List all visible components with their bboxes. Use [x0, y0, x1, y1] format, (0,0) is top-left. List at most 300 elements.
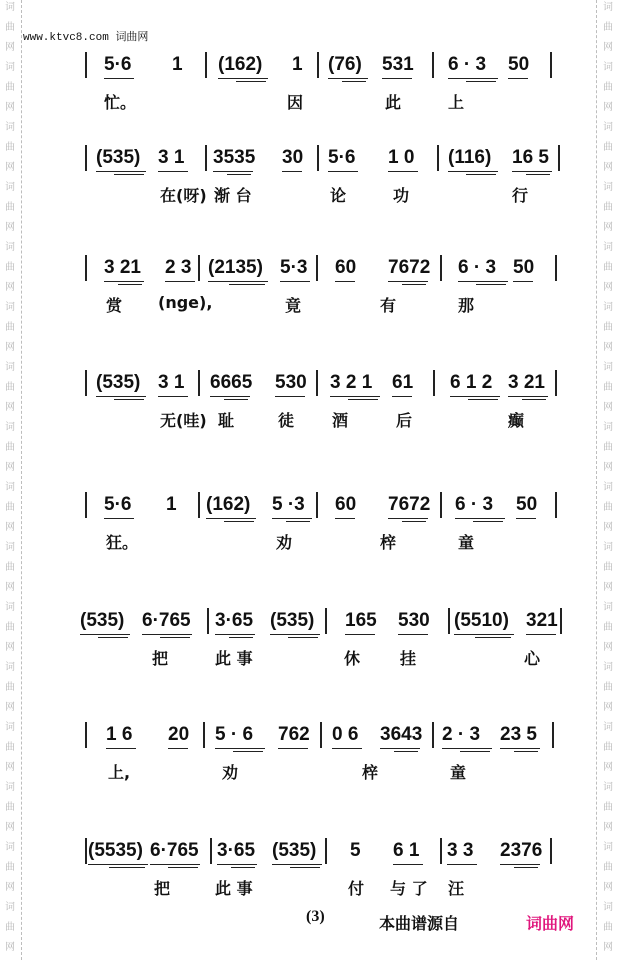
lyric-text: 无(哇)	[160, 411, 207, 430]
beam-line	[96, 396, 146, 397]
note-group: 530	[398, 610, 430, 631]
barline	[440, 838, 442, 864]
barline	[550, 838, 552, 864]
note-group: 5·3	[280, 257, 308, 278]
lyric-text: 梓	[362, 763, 379, 782]
side-watermark-char: 网	[5, 102, 15, 113]
beam-line	[508, 396, 548, 397]
side-watermark-left	[2, 718, 18, 778]
side-watermark-char: 网	[5, 942, 15, 953]
side-watermark-right	[600, 418, 616, 478]
side-watermark-right	[600, 298, 616, 358]
left-margin-dashed-line	[21, 0, 22, 960]
side-watermark-right	[600, 238, 616, 298]
side-watermark-right	[600, 598, 616, 658]
side-watermark-char: 曲	[603, 82, 613, 93]
note-group: 23 5	[500, 724, 537, 745]
side-watermark-char: 词	[5, 902, 15, 913]
beam-line	[402, 521, 426, 522]
beam-line	[330, 396, 380, 397]
note-group: 6 · 3	[448, 54, 487, 75]
side-watermark-char: 网	[5, 762, 15, 773]
barline	[550, 52, 552, 78]
side-watermark-left	[2, 778, 18, 838]
side-watermark-char: 曲	[603, 742, 613, 753]
barline	[560, 608, 562, 634]
beam-line	[394, 751, 418, 752]
lyric-text: 梓	[380, 533, 397, 552]
note-group: 762	[278, 724, 310, 745]
beam-line	[500, 864, 540, 865]
side-watermark-char: 词	[603, 122, 613, 133]
side-watermark-right	[600, 658, 616, 718]
side-watermark-char: 网	[603, 882, 613, 893]
beam-line	[335, 518, 355, 519]
side-watermark-char: 词	[5, 302, 15, 313]
side-watermark-char: 网	[5, 582, 15, 593]
side-watermark-char: 词	[5, 662, 15, 673]
side-watermark-char: 曲	[5, 322, 15, 333]
side-watermark-right	[600, 178, 616, 238]
side-watermark-char: 曲	[5, 82, 15, 93]
side-watermark-char: 网	[603, 42, 613, 53]
side-watermark-left	[2, 298, 18, 358]
barline	[448, 608, 450, 634]
lyric-text: 酒	[332, 411, 349, 430]
barline	[555, 255, 557, 281]
beam-line	[278, 748, 308, 749]
note-group: 6 · 3	[455, 494, 494, 515]
note-group: 61	[392, 372, 414, 393]
side-watermark-left	[2, 58, 18, 118]
beam-line	[332, 748, 362, 749]
side-watermark-char: 曲	[5, 442, 15, 453]
lyric-text: 狂。	[106, 533, 139, 552]
side-watermark-char: 网	[603, 102, 613, 113]
side-watermark-char: 曲	[5, 22, 15, 33]
note-group: (535)	[270, 610, 315, 631]
beam-line	[345, 634, 375, 635]
lyric-text: 把	[154, 879, 171, 898]
note-group: 165	[345, 610, 377, 631]
note-group: 30	[282, 147, 304, 168]
barline	[85, 145, 87, 171]
note-group: (5510)	[454, 610, 509, 631]
side-watermark-char: 网	[5, 342, 15, 353]
side-watermark-char: 词	[5, 782, 15, 793]
beam-line	[514, 867, 538, 868]
side-watermark-char: 网	[5, 282, 15, 293]
beam-line	[215, 634, 255, 635]
beam-line	[229, 637, 253, 638]
note-group: 6·765	[142, 610, 191, 631]
note-group: 5·6	[328, 147, 356, 168]
side-watermark-char: 网	[603, 282, 613, 293]
barline	[85, 492, 87, 518]
note-group: 6 1	[393, 840, 420, 861]
beam-line	[342, 81, 366, 82]
side-watermark-char: 曲	[5, 262, 15, 273]
side-watermark-char: 曲	[603, 322, 613, 333]
lyric-text: 付	[348, 879, 365, 898]
side-watermark-char: 曲	[603, 22, 613, 33]
barline	[198, 255, 200, 281]
lyric-text: (nge),	[158, 293, 213, 312]
barline	[317, 52, 319, 78]
side-watermark-char: 词	[5, 2, 15, 13]
note-group: 60	[335, 257, 357, 278]
note-group: 5·6	[104, 54, 132, 75]
side-watermark-char: 词	[5, 542, 15, 553]
barline	[437, 145, 439, 171]
note-group: 7672	[388, 494, 431, 515]
side-watermark-char: 曲	[603, 442, 613, 453]
side-watermark-char: 词	[603, 2, 613, 13]
side-watermark-char: 词	[603, 242, 613, 253]
beam-line	[328, 171, 358, 172]
barline	[85, 370, 87, 396]
lyric-text: 上	[448, 93, 465, 112]
beam-line	[104, 281, 144, 282]
note-group: 16 5	[512, 147, 549, 168]
page-number: (3)	[306, 908, 325, 925]
side-watermark-left	[2, 238, 18, 298]
side-watermark-char: 曲	[5, 202, 15, 213]
beam-line	[393, 864, 423, 865]
beam-line	[448, 78, 498, 79]
side-watermark-right	[600, 898, 616, 958]
beam-line	[236, 81, 266, 82]
beam-line	[168, 748, 188, 749]
side-watermark-char: 词	[5, 842, 15, 853]
barline	[320, 722, 322, 748]
note-group: 2376	[500, 840, 543, 861]
side-watermark-char: 曲	[603, 802, 613, 813]
side-watermark-char: 词	[603, 62, 613, 73]
side-watermark-right	[600, 358, 616, 418]
note-group: 3535	[213, 147, 256, 168]
note-group: 3·65	[215, 610, 254, 631]
lyric-text: 论	[330, 186, 347, 205]
side-watermark-char: 词	[603, 362, 613, 373]
barline	[316, 370, 318, 396]
beam-line	[328, 78, 368, 79]
note-group: 3 21	[104, 257, 141, 278]
beam-line	[442, 748, 492, 749]
note-group: (535)	[96, 147, 141, 168]
barline	[552, 722, 554, 748]
note-group: 5 ·3	[272, 494, 305, 515]
beam-line	[468, 399, 498, 400]
barline	[207, 608, 209, 634]
beam-line	[514, 751, 538, 752]
beam-line	[476, 284, 506, 285]
lyric-text: 劝	[222, 763, 239, 782]
side-watermark-right	[600, 118, 616, 178]
beam-line	[270, 634, 320, 635]
side-watermark-char: 词	[5, 182, 15, 193]
beam-line	[380, 748, 420, 749]
lyric-text: 童	[450, 763, 467, 782]
beam-line	[160, 637, 190, 638]
score-system	[80, 838, 560, 908]
note-group: 1	[292, 54, 303, 75]
beam-line	[206, 518, 256, 519]
beam-line	[348, 399, 378, 400]
side-watermark-char: 曲	[603, 622, 613, 633]
side-watermark-char: 曲	[603, 862, 613, 873]
beam-line	[114, 399, 144, 400]
side-watermark-char: 曲	[603, 562, 613, 573]
note-group: (162)	[218, 54, 263, 75]
barline	[432, 722, 434, 748]
lyric-text: 徒	[278, 411, 295, 430]
barline	[325, 838, 327, 864]
brand-link[interactable]: 词曲网	[526, 914, 575, 933]
side-watermark-char: 网	[603, 642, 613, 653]
beam-line	[286, 521, 310, 522]
beam-line	[398, 634, 428, 635]
side-watermark-char: 曲	[5, 142, 15, 153]
side-watermark-char: 网	[603, 342, 613, 353]
beam-line	[290, 867, 320, 868]
beam-line	[217, 864, 257, 865]
note-group: 3 1	[158, 147, 185, 168]
note-group: 7672	[388, 257, 431, 278]
lyric-text: 此 事	[215, 649, 253, 668]
note-group: 50	[513, 257, 535, 278]
barline	[198, 492, 200, 518]
barline	[85, 838, 87, 864]
barline	[555, 370, 557, 396]
beam-line	[288, 637, 318, 638]
barline	[205, 52, 207, 78]
side-watermark-char: 网	[5, 882, 15, 893]
barline	[558, 145, 560, 171]
beam-line	[526, 174, 550, 175]
beam-line	[218, 78, 268, 79]
note-group: 1	[166, 494, 177, 515]
side-watermark-char: 网	[603, 942, 613, 953]
lyric-text: 忙。	[104, 93, 137, 112]
lyric-text: 心	[524, 649, 541, 668]
barline	[316, 255, 318, 281]
lyric-text: 挂	[400, 649, 417, 668]
beam-line	[512, 171, 552, 172]
lyric-text: 劝	[276, 533, 293, 552]
side-watermark-left	[2, 598, 18, 658]
score-system	[80, 608, 560, 678]
beam-line	[526, 634, 556, 635]
side-watermark-char: 网	[5, 222, 15, 233]
lyric-text: 与 了	[390, 879, 428, 898]
barline	[210, 838, 212, 864]
beam-line	[109, 867, 145, 868]
note-group: 6 1 2	[450, 372, 493, 393]
side-watermark-char: 曲	[603, 202, 613, 213]
side-watermark-char: 曲	[5, 742, 15, 753]
beam-line	[114, 174, 144, 175]
note-group: 5·6	[104, 494, 132, 515]
note-group: 6 · 3	[458, 257, 497, 278]
side-watermark-char: 网	[603, 762, 613, 773]
note-group: 5 · 6	[215, 724, 254, 745]
lyric-text: 汪	[448, 879, 465, 898]
note-group: 2 3	[165, 257, 192, 278]
beam-line	[388, 518, 428, 519]
lyric-text: 休	[344, 649, 361, 668]
note-group: (5535)	[88, 840, 143, 861]
beam-line	[466, 174, 496, 175]
lyric-text: 在(呀)	[160, 186, 207, 205]
beam-line	[165, 281, 195, 282]
note-group: 60	[335, 494, 357, 515]
barline	[555, 492, 557, 518]
score-system	[80, 255, 560, 325]
side-watermark-char: 词	[603, 662, 613, 673]
barline	[317, 145, 319, 171]
note-group: (76)	[328, 54, 362, 75]
lyric-text: 童	[458, 533, 475, 552]
beam-line	[447, 864, 477, 865]
beam-line	[402, 284, 426, 285]
side-watermark-left	[2, 898, 18, 958]
beam-line	[450, 396, 500, 397]
barline	[198, 370, 200, 396]
side-watermark-char: 词	[603, 302, 613, 313]
lyric-text: 有	[380, 296, 397, 315]
beam-line	[229, 284, 265, 285]
lyric-text: 因	[287, 93, 304, 112]
side-watermark-char: 网	[5, 462, 15, 473]
beam-line	[106, 748, 136, 749]
beam-line	[448, 171, 498, 172]
score-system	[80, 492, 560, 562]
source-text: 本曲谱源自	[379, 914, 460, 933]
beam-line	[272, 864, 322, 865]
side-watermark-left	[2, 358, 18, 418]
note-group: (162)	[206, 494, 251, 515]
side-watermark-char: 曲	[603, 382, 613, 393]
barline	[85, 255, 87, 281]
side-watermark-char: 词	[603, 602, 613, 613]
side-watermark-char: 曲	[5, 382, 15, 393]
beam-line	[233, 751, 263, 752]
beam-line	[118, 284, 142, 285]
right-margin-dashed-line	[596, 0, 597, 960]
beam-line	[516, 518, 536, 519]
side-watermark-left	[2, 658, 18, 718]
beam-line	[455, 518, 505, 519]
note-group: (2135)	[208, 257, 263, 278]
beam-line	[142, 634, 192, 635]
side-watermark-char: 网	[5, 42, 15, 53]
note-group: 50	[508, 54, 530, 75]
beam-line	[388, 171, 418, 172]
note-group: 1	[172, 54, 183, 75]
side-watermark-right	[600, 778, 616, 838]
side-watermark-char: 网	[5, 522, 15, 533]
beam-line	[168, 867, 198, 868]
note-group: (535)	[80, 610, 125, 631]
side-watermark-char: 网	[5, 642, 15, 653]
lyric-text: 上,	[108, 763, 131, 782]
note-group: 530	[275, 372, 307, 393]
side-watermark-char: 词	[603, 422, 613, 433]
side-watermark-right	[600, 538, 616, 598]
note-group: 6·765	[150, 840, 199, 861]
beam-line	[280, 281, 310, 282]
side-watermark-char: 曲	[5, 922, 15, 933]
lyric-text: 此 事	[215, 879, 253, 898]
beam-line	[213, 171, 253, 172]
side-watermark-char: 网	[603, 162, 613, 173]
note-group: 531	[382, 54, 414, 75]
note-group: (535)	[96, 372, 141, 393]
side-watermark-char: 词	[5, 422, 15, 433]
beam-line	[282, 171, 302, 172]
side-watermark-char: 词	[603, 482, 613, 493]
side-watermark-char: 曲	[5, 622, 15, 633]
beam-line	[475, 637, 511, 638]
beam-line	[275, 396, 305, 397]
beam-line	[80, 634, 130, 635]
beam-line	[210, 396, 250, 397]
side-watermark-left	[2, 838, 18, 898]
side-watermark-char: 网	[603, 582, 613, 593]
barline	[325, 608, 327, 634]
note-group: (535)	[272, 840, 317, 861]
beam-line	[382, 78, 412, 79]
side-watermark-char: 词	[603, 542, 613, 553]
beam-line	[104, 78, 134, 79]
note-group: (116)	[448, 147, 492, 168]
side-watermark-char: 网	[603, 702, 613, 713]
barline	[203, 722, 205, 748]
note-group: 2 · 3	[442, 724, 481, 745]
beam-line	[98, 637, 128, 638]
note-group: 1 6	[106, 724, 133, 745]
barline	[432, 52, 434, 78]
barline	[85, 722, 87, 748]
note-group: 321	[526, 610, 558, 631]
note-group: 3 2 1	[330, 372, 373, 393]
beam-line	[335, 281, 355, 282]
beam-line	[392, 396, 412, 397]
side-watermark-right	[600, 838, 616, 898]
side-watermark-char: 网	[603, 522, 613, 533]
lyric-text: 后	[396, 411, 413, 430]
side-watermark-char: 网	[603, 462, 613, 473]
lyric-text: 把	[152, 649, 169, 668]
side-watermark-char: 网	[5, 702, 15, 713]
side-watermark-left	[2, 0, 18, 58]
side-watermark-char: 词	[603, 722, 613, 733]
side-watermark-char: 词	[5, 242, 15, 253]
side-watermark-right	[600, 478, 616, 538]
beam-line	[208, 281, 268, 282]
score-system	[80, 145, 560, 215]
side-watermark-char: 网	[5, 402, 15, 413]
side-watermark-char: 词	[603, 842, 613, 853]
side-watermark-char: 曲	[5, 862, 15, 873]
side-watermark-char: 词	[5, 122, 15, 133]
beam-line	[513, 281, 533, 282]
score-system	[80, 370, 560, 440]
beam-line	[158, 396, 188, 397]
side-watermark-char: 网	[603, 222, 613, 233]
side-watermark-char: 词	[5, 602, 15, 613]
